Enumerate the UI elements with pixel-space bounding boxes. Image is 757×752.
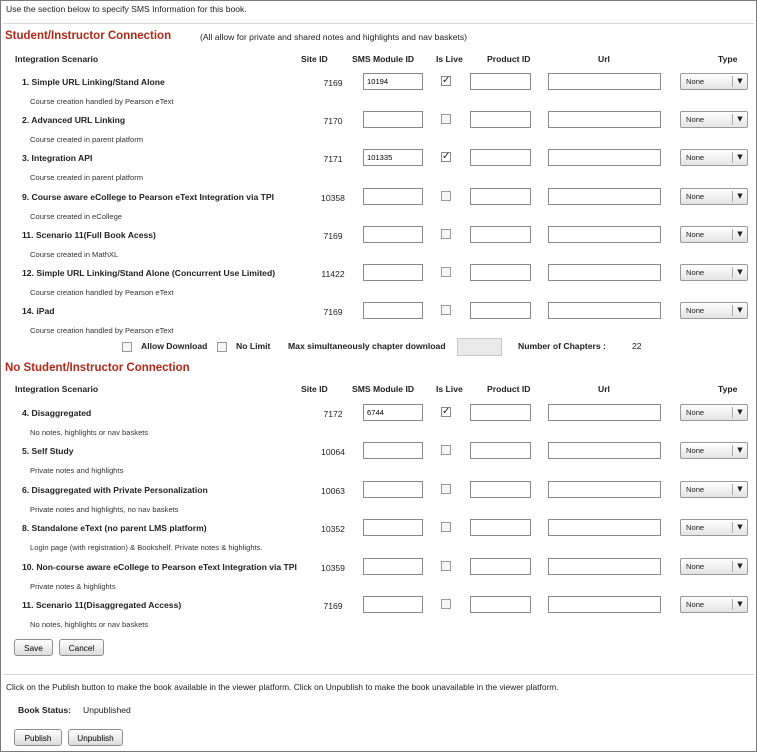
chevron-down-icon: ▼ <box>732 522 747 533</box>
type-select[interactable] <box>680 226 748 243</box>
chevron-down-icon: ▼ <box>732 229 747 240</box>
site-id-value: 7169 <box>323 307 343 318</box>
scenario-name: 9. Course aware eCollege to Pearson eText Integration via TPI <box>22 191 275 202</box>
book-status-label: Book Status: <box>18 705 71 715</box>
no-limit-label: No Limit <box>236 341 271 351</box>
type-select[interactable] <box>680 264 748 281</box>
scenario-name: 14. iPad <box>22 306 55 317</box>
scenario-description: No notes, highlights or nav baskets <box>30 428 149 437</box>
scenario-description: Course creation handled by Pearson eText <box>30 326 174 336</box>
site-id-value: 7170 <box>323 116 343 127</box>
is-live-checkbox[interactable] <box>441 305 451 315</box>
section-note: (All allow for private and shared notes and highlights and nav baskets) <box>200 32 468 42</box>
scenario-description: Course creation handled by Pearson eText <box>30 288 174 297</box>
chapters-label: Number of Chapters : <box>518 341 606 351</box>
scenario-name: 4. Disaggregated <box>22 408 92 418</box>
header-sms-module-id: SMS Module ID <box>352 54 415 64</box>
type-select[interactable] <box>680 442 748 459</box>
url-input[interactable] <box>548 264 661 281</box>
url-input[interactable] <box>548 558 661 575</box>
sms-module-id-input[interactable] <box>363 442 423 459</box>
url-input[interactable] <box>548 111 661 128</box>
chevron-down-icon: ▼ <box>732 114 747 125</box>
chevron-down-icon: ▼ <box>732 152 747 163</box>
unpublish-button[interactable]: Unpublish <box>68 729 123 746</box>
site-id-value: 10064 <box>321 447 345 458</box>
url-input[interactable] <box>548 596 661 613</box>
site-id-value: 10359 <box>321 562 345 573</box>
scenario-description: Course created in parent platform <box>30 135 144 145</box>
scenario-name: 1. Simple URL Linking/Stand Alone <box>22 77 165 87</box>
is-live-checkbox[interactable] <box>441 561 451 571</box>
sms-module-id-input[interactable] <box>363 558 423 575</box>
chevron-down-icon: ▼ <box>732 76 747 87</box>
header-product-id: Product ID <box>487 384 531 394</box>
type-select[interactable] <box>680 302 748 319</box>
is-live-checkbox[interactable]: ✓ <box>442 406 451 417</box>
sms-module-id-input[interactable] <box>363 596 423 613</box>
no-limit-checkbox[interactable] <box>217 342 227 352</box>
sms-module-id-input[interactable] <box>363 481 423 498</box>
type-select[interactable] <box>680 519 748 536</box>
product-id-input[interactable] <box>470 111 531 128</box>
divider <box>3 674 754 675</box>
url-input[interactable] <box>548 149 661 166</box>
product-id-input[interactable] <box>470 73 531 90</box>
sms-module-id-input[interactable] <box>363 302 423 319</box>
type-select[interactable] <box>680 558 748 575</box>
type-select-value: None <box>686 115 705 125</box>
header-is-live: Is Live <box>436 54 463 64</box>
scenario-description: Course creation handled by Pearson eText <box>30 97 174 106</box>
site-id-value: 7171 <box>323 154 343 165</box>
scenario-name: 8. Standalone eText (no parent LMS platform) <box>22 523 207 534</box>
type-select[interactable] <box>680 481 748 498</box>
product-id-input[interactable] <box>470 264 531 281</box>
type-select-value: None <box>686 268 705 277</box>
header-type: Type <box>718 384 738 394</box>
sms-module-id-input[interactable] <box>363 226 423 243</box>
is-live-checkbox[interactable] <box>441 267 451 277</box>
sms-module-id-input[interactable] <box>363 111 423 128</box>
scenario-description: Course created in parent platform <box>30 173 144 183</box>
type-select-value: None <box>686 523 705 533</box>
scenario-name: 12. Simple URL Linking/Stand Alone (Concurrent Use Limited) <box>22 268 276 278</box>
product-id-input[interactable] <box>470 188 531 205</box>
header-sms-module-id: SMS Module ID <box>352 384 415 394</box>
publish-button[interactable]: Publish <box>14 729 62 746</box>
product-id-input[interactable] <box>470 519 531 536</box>
save-button[interactable]: Save <box>14 639 53 656</box>
sms-module-id-input[interactable] <box>363 404 423 421</box>
scenario-description: Course created in MathXL <box>30 249 119 259</box>
type-select[interactable] <box>680 73 748 90</box>
header-url: Url <box>598 384 610 394</box>
product-id-input[interactable] <box>470 596 531 613</box>
product-id-input[interactable] <box>470 404 531 421</box>
scenario-name: 2. Advanced URL Linking <box>22 115 126 126</box>
type-select-value: None <box>686 484 705 494</box>
is-live-checkbox[interactable] <box>441 484 451 494</box>
chevron-down-icon: ▼ <box>732 191 747 202</box>
header-scenario: Integration Scenario <box>15 384 99 394</box>
scenario-name: 11. Scenario 11(Full Book Acess) <box>22 229 156 240</box>
section-title-student: Student/Instructor Connection <box>5 30 172 42</box>
scenario-description: No notes, highlights or nav baskets <box>30 620 149 629</box>
sms-module-id-input[interactable] <box>363 519 423 536</box>
chapters-value: 22 <box>632 341 642 351</box>
sms-module-id-input[interactable] <box>363 149 423 166</box>
sms-module-id-input[interactable] <box>363 264 423 281</box>
scenario-name: 10. Non-course aware eCollege to Pearson eText Integration via TPI <box>22 561 297 572</box>
type-select-value: None <box>686 600 705 609</box>
chevron-down-icon: ▼ <box>732 599 747 610</box>
type-select[interactable] <box>680 149 748 166</box>
max-download-input[interactable] <box>457 338 502 356</box>
type-select-value: None <box>686 229 705 239</box>
site-id-value: 10352 <box>321 524 345 535</box>
is-live-checkbox[interactable] <box>441 114 451 124</box>
is-live-checkbox[interactable] <box>441 191 451 201</box>
header-type: Type <box>718 54 738 64</box>
intro-text: Use the section below to specify SMS Information for this book. <box>6 4 247 14</box>
is-live-checkbox[interactable] <box>441 522 451 532</box>
site-id-value: 7169 <box>323 230 343 241</box>
type-select-value: None <box>686 77 705 86</box>
scenario-description: Private notes and highlights, no nav baskets <box>30 504 179 514</box>
url-input[interactable] <box>548 404 661 421</box>
chevron-down-icon: ▼ <box>732 267 747 278</box>
chevron-down-icon: ▼ <box>732 305 747 316</box>
sms-module-id-input[interactable] <box>363 188 423 205</box>
sms-module-id-input[interactable] <box>363 73 423 90</box>
header-is-live: Is Live <box>436 384 463 394</box>
is-live-checkbox[interactable] <box>441 229 451 239</box>
scenario-description: Login page (with registration) & Bookshelf. Private notes & highlights. <box>30 543 263 553</box>
type-select[interactable] <box>680 404 748 421</box>
product-id-input[interactable] <box>470 149 531 166</box>
type-select-value: None <box>686 408 705 417</box>
scenario-name: 6. Disaggregated with Private Personalization <box>22 484 208 495</box>
type-select-value: None <box>686 306 705 316</box>
url-input[interactable] <box>548 188 661 205</box>
site-id-value: 7169 <box>323 78 343 88</box>
type-select[interactable] <box>680 596 748 613</box>
is-live-checkbox[interactable]: ✓ <box>442 75 451 86</box>
product-id-input[interactable] <box>470 442 531 459</box>
chevron-down-icon: ▼ <box>732 445 747 456</box>
chevron-down-icon: ▼ <box>732 407 747 418</box>
site-id-value: 7172 <box>323 409 343 419</box>
max-download-label: Max simultaneously chapter download <box>288 341 446 351</box>
site-id-value: 10358 <box>321 192 345 203</box>
type-select-value: None <box>686 153 705 163</box>
book-status-value: Unpublished <box>83 705 131 715</box>
product-id-input[interactable] <box>470 558 531 575</box>
url-input[interactable] <box>548 481 661 498</box>
url-input[interactable] <box>548 226 661 243</box>
type-select-value: None <box>686 191 705 201</box>
product-id-input[interactable] <box>470 481 531 498</box>
site-id-value: 7169 <box>323 601 343 611</box>
url-input[interactable] <box>548 302 661 319</box>
type-select-value: None <box>686 561 705 571</box>
scenario-name: 11. Scenario 11(Disaggregated Access) <box>22 600 182 610</box>
is-live-checkbox[interactable] <box>441 599 451 609</box>
scenario-description: Course created in eCollege <box>30 211 123 221</box>
scenario-name: 3. Integration API <box>22 153 93 164</box>
product-id-input[interactable] <box>470 226 531 243</box>
header-scenario: Integration Scenario <box>15 54 99 64</box>
site-id-value: 10063 <box>321 485 345 496</box>
type-select[interactable] <box>680 188 748 205</box>
divider <box>3 23 754 24</box>
site-id-value: 11422 <box>321 269 345 279</box>
header-product-id: Product ID <box>487 54 531 64</box>
cancel-button[interactable]: Cancel <box>59 639 104 656</box>
scenario-description: Private notes & highlights <box>30 581 116 591</box>
is-live-checkbox[interactable]: ✓ <box>442 151 451 163</box>
header-site-id: Site ID <box>301 54 328 64</box>
scenario-name: 5. Self Study <box>22 446 74 457</box>
product-id-input[interactable] <box>470 302 531 319</box>
chevron-down-icon: ▼ <box>732 561 747 572</box>
is-live-checkbox[interactable] <box>441 445 451 455</box>
allow-download-label: Allow Download <box>141 341 208 351</box>
type-select[interactable] <box>680 111 748 128</box>
scenario-description: Private notes and highlights <box>30 466 124 476</box>
chevron-down-icon: ▼ <box>732 484 747 495</box>
url-input[interactable] <box>548 442 661 459</box>
url-input[interactable] <box>548 519 661 536</box>
header-site-id: Site ID <box>301 384 328 394</box>
allow-download-checkbox[interactable] <box>122 342 132 352</box>
section-title-no-student: No Student/Instructor Connection <box>5 362 190 374</box>
publish-info-text: Click on the Publish button to make the book available in the viewer platform. Click on Unpublish to make the book unavailable in the viewer platform. <box>6 682 559 692</box>
url-input[interactable] <box>548 73 661 90</box>
header-url: Url <box>598 54 610 64</box>
type-select-value: None <box>686 446 705 456</box>
